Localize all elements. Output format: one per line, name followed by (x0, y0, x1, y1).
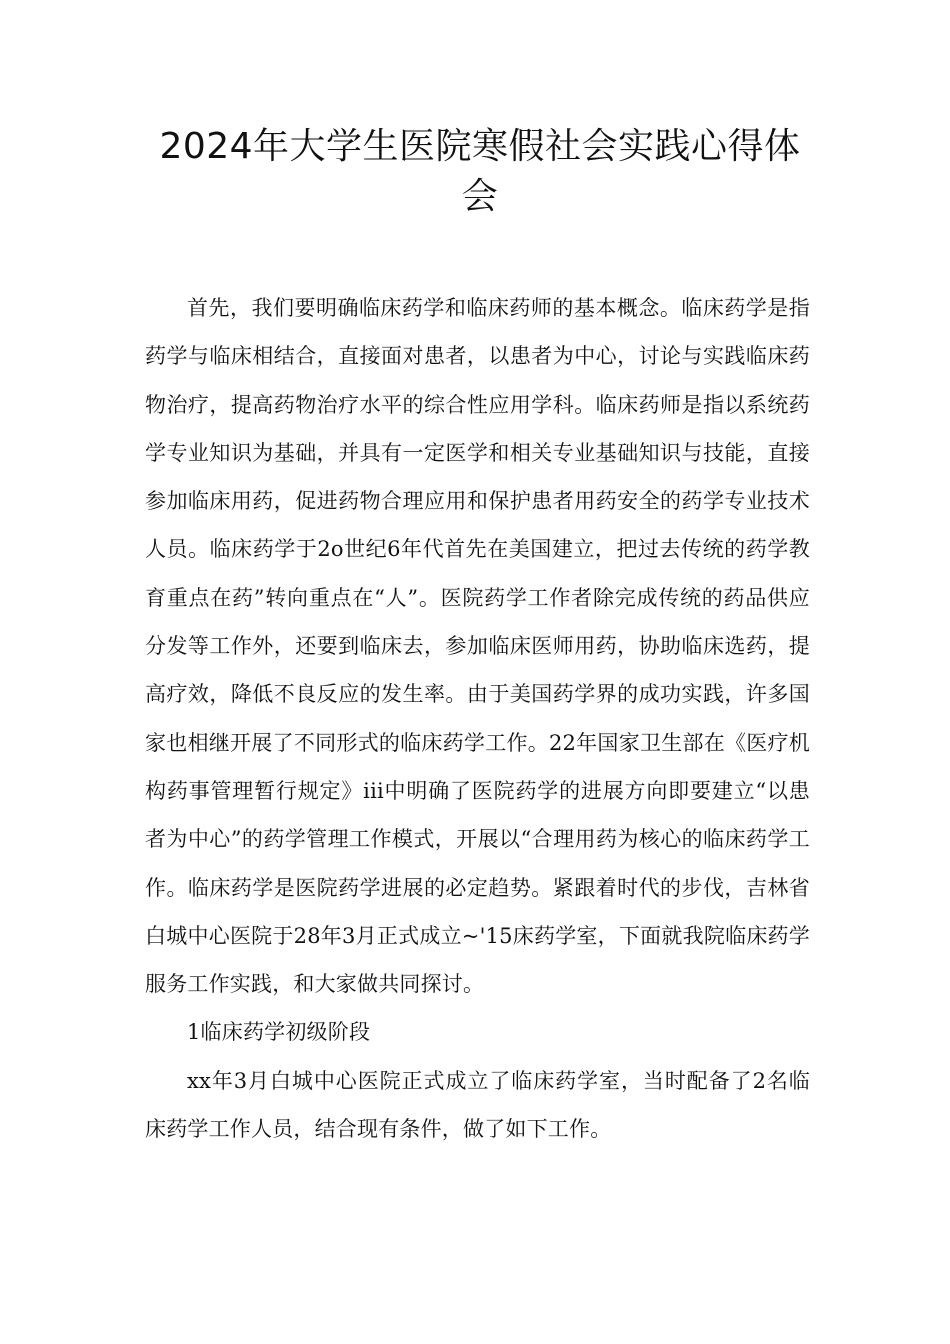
section-paragraph: xx年3月白城中心医院正式成立了临床药学室，当时配备了2名临床药学工作人员，结合现有条件，做了如下工作。 (145, 1068, 810, 1142)
section-heading: 1临床药学初级阶段 (187, 1020, 371, 1045)
document-body (145, 284, 810, 1153)
document-title: 2024年大学生医院寒假社会实践心得体会 (159, 126, 801, 217)
intro-paragraph: 首先，我们要明确临床药学和临床药师的基本概念。临床药学是指药学与临床相结合，直接面对患者，以患者为中心，讨论与实践临床药物治疗，提高药物治疗水平的综合性应用学科。临床药师是指以系统药学专业知识为基础，并具有一定医学和相关专业基础知识与技能，直接参加临床用药，促进药物合理应用和保护患者用药安全的药学专业技术人员。临床药学于2o世纪6年代首先在美国建立，把过去传统的药学教育重点在药”转向重点在“人”。医院药学工作者除完成传统的药品供应分发等工作外，还要到临床去，参加临床医师用药，协助临床选药，提高疗效，降低不良反应的发生率。由于美国药学界的成功实践，许多国家也相继开展了不同形式的临床药学工作。22年国家卫生部在《医疗机构药事管理暂行规定》iii中明确了医院药学的进展方向即要建立“以患者为中心”的药学管理工作模式，开展以“合理用药为核心的临床药学工作。临床药学是医院药学进展的必定趋势。紧跟着时代的步伐，吉林省白城中心医院于28年3月正式成立~'15床药学室，下面就我院临床药学服务工作实践，和大家做共同探讨。 (145, 296, 810, 997)
